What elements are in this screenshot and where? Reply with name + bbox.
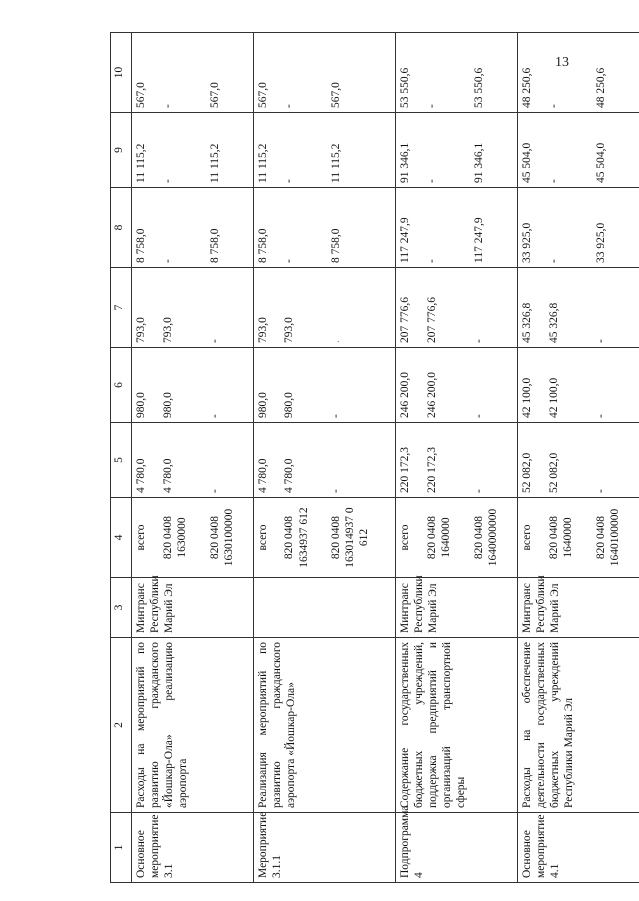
source-cell: всего — [396, 498, 423, 578]
value-cell: 567,0 — [132, 33, 159, 113]
value-cell: - — [423, 113, 470, 188]
status-cell: Подпрограмма 4 — [396, 813, 518, 883]
source-cell: 820 0408 1630100000 — [206, 498, 254, 578]
value-cell: 980,0 — [280, 348, 327, 423]
value-cell: 246 200,0 — [396, 348, 423, 423]
header-col-5: 5 — [111, 423, 132, 498]
name-cell — [132, 638, 254, 813]
header-col-4: 4 — [111, 498, 132, 578]
value-cell: - — [280, 113, 327, 188]
value-cell: - — [159, 188, 206, 268]
executor-cell: Минтранс Республики Марий Эл — [132, 578, 254, 638]
value-cell: 45 504,0 — [592, 113, 639, 188]
header-col-1: 1 — [111, 813, 132, 883]
value-cell: 42 100,0 — [518, 348, 545, 423]
source-cell: 820 0408 1640000000 — [470, 498, 518, 578]
value-cell: 11 115,2 — [253, 113, 280, 188]
value-cell: 52 082,0 — [545, 423, 592, 498]
source-cell: 820 0408 1630000 — [159, 498, 206, 578]
source-cell: всего — [518, 498, 545, 578]
header-col-3: 3 — [111, 578, 132, 638]
name-cell: Расходы на обеспечение деятельности государственных бюджетных учреждений Республики Марий Эл — [518, 638, 639, 813]
header-row — [111, 33, 132, 883]
header-col-7: 7 — [111, 268, 132, 348]
source-cell: 820 0408 163014937 0 612 — [327, 498, 395, 578]
value-cell: 91 346,1 — [470, 113, 518, 188]
value-cell: - — [206, 423, 254, 498]
value-cell: - — [327, 423, 395, 498]
name-text: Расходы на мероприятий по развитию гражданского «Йошкар-Ола» — [135, 642, 176, 808]
value-cell: - — [470, 423, 518, 498]
value-cell: 48 250,6 — [592, 33, 639, 113]
value-cell: - — [159, 113, 206, 188]
value-cell: 793,0 — [253, 268, 280, 348]
value-cell: 53 550,6 — [470, 33, 518, 113]
value-cell: 567,0 — [327, 33, 395, 113]
value-cell: - — [423, 33, 470, 113]
value-cell: 48 250,6 — [518, 33, 545, 113]
value-cell: 980,0 — [253, 348, 280, 423]
value-cell: 11 115,2 — [327, 113, 395, 188]
value-cell: 33 925,0 — [592, 188, 639, 268]
rotated-table-container — [110, 33, 639, 883]
value-cell: 117 247,9 — [470, 188, 518, 268]
status-cell: Мероприятие 3.1.1 — [253, 813, 395, 883]
table-row — [518, 33, 545, 883]
header-col-6: 6 — [111, 348, 132, 423]
value-cell: 11 115,2 — [132, 113, 159, 188]
value-cell: - — [545, 33, 592, 113]
value-cell: 45 504,0 — [518, 113, 545, 188]
value-cell: 11 115,2 — [206, 113, 254, 188]
source-cell: 820 0408 1640100000 — [592, 498, 639, 578]
value-cell: - — [470, 268, 518, 348]
executor-cell: Минтранс Республики Марий Эл — [518, 578, 639, 638]
source-cell: всего — [253, 498, 280, 578]
value-cell: 567,0 — [253, 33, 280, 113]
value-cell: - — [159, 33, 206, 113]
value-cell: 53 550,6 — [396, 33, 423, 113]
value-cell: 4 780,0 — [132, 423, 159, 498]
value-cell: - — [545, 188, 592, 268]
executor-cell — [253, 578, 395, 638]
value-cell: 567,0 — [206, 33, 254, 113]
name-cell: Содержание государственных бюджетных учреждений, поддержка предприятий и организаций транспортной сферы — [396, 638, 518, 813]
value-cell: 8 758,0 — [327, 188, 395, 268]
source-cell: 820 0408 1640000 — [423, 498, 470, 578]
value-cell: 793,0 — [280, 268, 327, 348]
name-cell: Реализация мероприятий по развитию гражданского аэропорта «Йошкар-Ола» — [253, 638, 395, 813]
value-cell: - — [206, 348, 254, 423]
value-cell: - — [592, 423, 639, 498]
source-cell: 820 0408 1634937 612 — [280, 498, 327, 578]
value-cell: 4 780,0 — [159, 423, 206, 498]
value-cell: 207 776,6 — [396, 268, 423, 348]
value-cell: 246 200,0 — [423, 348, 470, 423]
page-number: 13 — [555, 55, 569, 70]
value-cell: 980,0 — [132, 348, 159, 423]
header-col-9: 9 — [111, 113, 132, 188]
header-col-2: 2 — [111, 638, 132, 813]
value-cell: 42 100,0 — [545, 348, 592, 423]
value-cell: 207 776,6 — [423, 268, 470, 348]
value-cell: - — [470, 348, 518, 423]
header-col-10: 10 — [111, 33, 132, 113]
value-cell: - — [592, 268, 639, 348]
value-cell: 52 082,0 — [518, 423, 545, 498]
value-cell: - — [423, 188, 470, 268]
source-cell: всего — [132, 498, 159, 578]
value-cell: 8 758,0 — [253, 188, 280, 268]
value-cell: - — [592, 348, 639, 423]
value-cell: 980,0 — [159, 348, 206, 423]
value-cell: 8 758,0 — [132, 188, 159, 268]
value-cell: 220 172,3 — [396, 423, 423, 498]
value-cell: - — [545, 113, 592, 188]
status-cell: Основное мероприятие 4.1 — [518, 813, 639, 883]
value-cell: - — [280, 33, 327, 113]
name-extra: реализацию аэропорта — [163, 642, 190, 808]
budget-table — [110, 32, 639, 883]
value-cell: 117 247,9 — [396, 188, 423, 268]
table-row — [396, 33, 423, 883]
status-cell: Основное мероприятие 3.1 — [132, 813, 254, 883]
table-row — [132, 33, 159, 883]
source-cell: 820 0408 1640000 — [545, 498, 592, 578]
executor-cell: Минтранс Республики Марий Эл — [396, 578, 518, 638]
value-cell: 793,0 — [159, 268, 206, 348]
value-cell: - — [206, 268, 254, 348]
value-cell: 4 780,0 — [280, 423, 327, 498]
value-cell: - — [280, 188, 327, 268]
value-cell: 793,0 — [132, 268, 159, 348]
value-cell: 45 326,8 — [545, 268, 592, 348]
value-cell: 91 346,1 — [396, 113, 423, 188]
value-cell: 33 925,0 — [518, 188, 545, 268]
value-cell: . — [327, 268, 395, 348]
value-cell: - — [327, 348, 395, 423]
value-cell: 8 758,0 — [206, 188, 254, 268]
value-cell: 220 172,3 — [423, 423, 470, 498]
header-col-8: 8 — [111, 188, 132, 268]
table-row — [253, 33, 280, 883]
value-cell: 45 326,8 — [518, 268, 545, 348]
value-cell: 4 780,0 — [253, 423, 280, 498]
